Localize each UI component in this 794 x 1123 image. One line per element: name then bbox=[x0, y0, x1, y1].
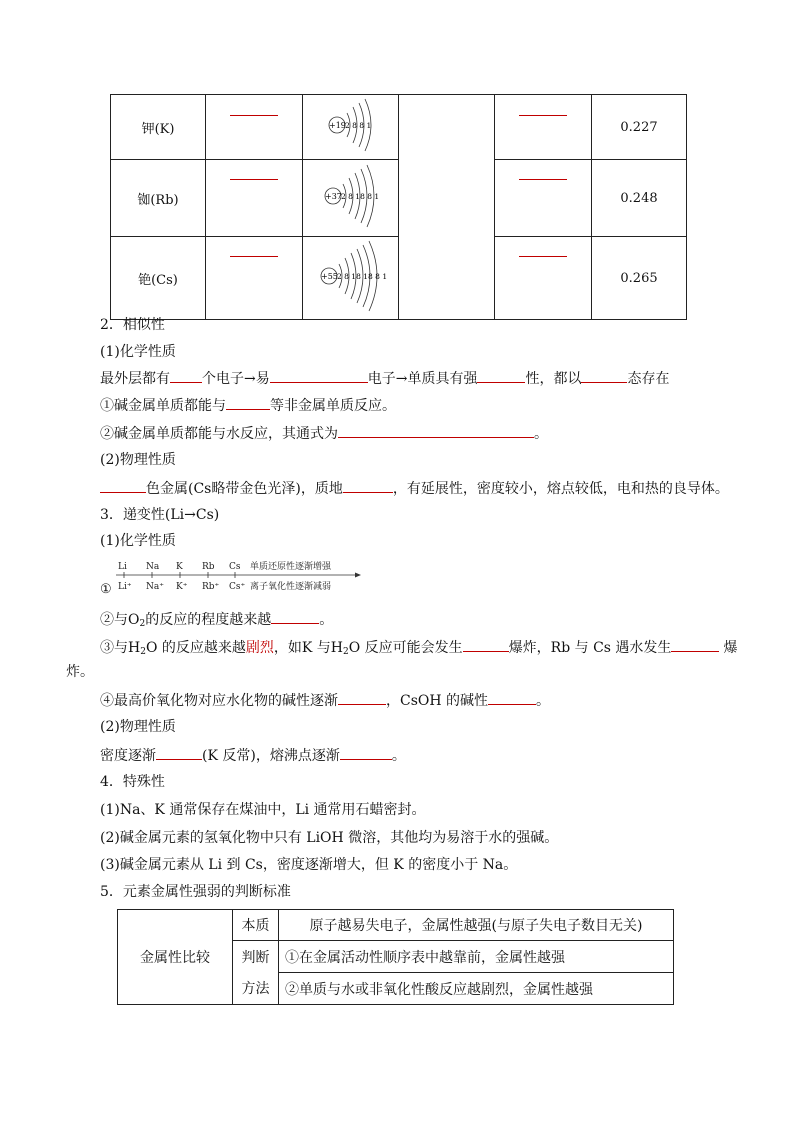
section2-chem-line bbox=[100, 368, 669, 389]
section3-item2 bbox=[100, 609, 333, 634]
blank bbox=[170, 368, 202, 383]
reducing-trend: 单质还原性逐渐增强 bbox=[250, 562, 332, 572]
text: 的反应的程度越来越 bbox=[145, 612, 272, 628]
metallicity-table bbox=[117, 909, 674, 1005]
nucleus-rb: +37 bbox=[325, 192, 342, 201]
section2-item1 bbox=[100, 395, 396, 416]
method-2: ②单质与水或非氧化性酸反应越剧烈，金属性越强 bbox=[279, 973, 674, 1005]
blank bbox=[488, 690, 536, 705]
section3-item3 bbox=[100, 637, 737, 662]
circle-number: ① bbox=[100, 582, 112, 597]
section4-heading: 4．特殊性 bbox=[100, 774, 165, 790]
highlight-text: 剧烈 bbox=[245, 640, 274, 656]
text: 最外层都有 bbox=[100, 371, 170, 387]
text: 色金属(Cs略带金色光泽)，质地 bbox=[146, 481, 343, 497]
blank bbox=[100, 478, 146, 493]
text: ②与O bbox=[100, 612, 140, 628]
nucleus-cs: +55 bbox=[321, 272, 338, 281]
blank bbox=[156, 745, 202, 760]
text: ，有延展性，密度较小，熔点较低，电和热的良导体。 bbox=[392, 481, 729, 497]
blank bbox=[581, 368, 627, 383]
blank bbox=[338, 690, 386, 705]
essence-text: 原子越易失电子，金属性越强(与原子失电子数目无关) bbox=[279, 910, 674, 941]
shells-k: 2 8 8 1 bbox=[345, 121, 372, 130]
elements-table bbox=[110, 94, 687, 320]
blank-cell bbox=[495, 160, 592, 237]
blank-cell bbox=[495, 95, 592, 160]
oxidizing-trend: 离子氧化性逐渐减弱 bbox=[250, 582, 332, 592]
blank bbox=[340, 745, 392, 760]
symbol-rb: Rb bbox=[202, 562, 215, 572]
blank-cell bbox=[206, 237, 303, 320]
text: 。 bbox=[391, 748, 406, 764]
blank bbox=[226, 395, 270, 410]
section3-phys-heading: (2)物理性质 bbox=[100, 719, 176, 735]
text: (K 反常)，熔沸点逐渐 bbox=[202, 748, 340, 764]
blank-cell bbox=[495, 237, 592, 320]
radius-k: 0.227 bbox=[592, 95, 687, 160]
ion-na: Na⁺ bbox=[146, 582, 164, 592]
atom-structure-rb bbox=[303, 160, 399, 237]
symbol-li: Li bbox=[118, 562, 127, 572]
merged-blank-cell bbox=[399, 95, 495, 320]
blank-cell bbox=[206, 160, 303, 237]
table-left-header: 金属性比较 bbox=[118, 910, 233, 1005]
shells-cs: 2 8 18 18 8 1 bbox=[337, 272, 388, 281]
text: 个电子→易 bbox=[202, 371, 270, 387]
section2-item2 bbox=[100, 423, 548, 444]
atom-structure-cs bbox=[303, 237, 399, 320]
section5-heading: 5．元素金属性强弱的判断标准 bbox=[100, 884, 291, 900]
symbol-cs: Cs bbox=[229, 562, 241, 572]
shells-rb: 2 8 18 8 1 bbox=[341, 192, 380, 201]
element-name-rb: 铷(Rb) bbox=[111, 160, 206, 237]
text: 密度逐渐 bbox=[100, 748, 156, 764]
blank bbox=[271, 609, 319, 624]
text: O 反应可能会发生 bbox=[348, 640, 463, 656]
text: ，CsOH 的碱性 bbox=[386, 693, 489, 709]
ion-k: K⁺ bbox=[176, 582, 188, 592]
section4-item3: (3)碱金属元素从 Li 到 Cs，密度逐渐增大，但 K 的密度小于 Na。 bbox=[100, 857, 518, 873]
section2-phys-heading: (2)物理性质 bbox=[100, 452, 176, 468]
text: ②碱金属单质都能与水反应，其通式为 bbox=[100, 426, 338, 442]
text: 。 bbox=[534, 426, 548, 442]
section2-heading: 2．相似性 bbox=[100, 317, 165, 333]
radius-cs: 0.265 bbox=[592, 237, 687, 320]
text: ①碱金属单质都能与 bbox=[100, 398, 226, 414]
blank bbox=[477, 368, 525, 383]
text: 爆炸，Rb 与 Cs 遇水发生 bbox=[508, 640, 672, 656]
element-name-k: 钾(K) bbox=[111, 95, 206, 160]
element-name-cs: 铯(Cs) bbox=[111, 237, 206, 320]
ion-li: Li⁺ bbox=[118, 582, 132, 592]
blank bbox=[343, 478, 393, 493]
text: 性，都以 bbox=[525, 371, 582, 387]
section2-chem-heading: (1)化学性质 bbox=[100, 344, 176, 360]
method-1: ①在金属活动性顺序表中越靠前，金属性越强 bbox=[279, 941, 674, 973]
section4-item1: (1)Na、K 通常保存在煤油中，Li 通常用石蜡密封。 bbox=[100, 802, 426, 818]
text: 。 bbox=[319, 612, 334, 628]
radius-rb: 0.248 bbox=[592, 160, 687, 237]
nucleus-k: +19 bbox=[329, 121, 346, 130]
text: 态存在 bbox=[627, 371, 670, 387]
blank bbox=[671, 637, 719, 652]
symbol-na: Na bbox=[146, 562, 160, 572]
section3-heading: 3．递变性(Li→Cs) bbox=[100, 507, 220, 523]
label-essence: 本质 bbox=[233, 910, 279, 941]
blank-cell bbox=[206, 95, 303, 160]
blank bbox=[463, 637, 509, 652]
reactivity-diagram bbox=[100, 558, 370, 598]
label-judge: 判断 bbox=[233, 941, 279, 973]
section3-chem-heading: (1)化学性质 bbox=[100, 533, 176, 549]
subscript: 2 bbox=[139, 619, 146, 629]
atom-structure-k bbox=[303, 95, 399, 160]
blank bbox=[338, 423, 534, 438]
section3-item4 bbox=[100, 690, 550, 711]
text: 。 bbox=[536, 693, 551, 709]
subscript: 2 bbox=[140, 647, 146, 657]
text: ③与H bbox=[100, 640, 141, 656]
text: ④最高价氧化物对应水化物的碱性逐渐 bbox=[100, 693, 338, 709]
text: 爆 bbox=[723, 640, 738, 656]
section3-item3-cont: 炸。 bbox=[66, 664, 94, 680]
section4-item2: (2)碱金属元素的氢氧化物中只有 LiOH 微溶，其他均为易溶于水的强碱。 bbox=[100, 830, 559, 846]
blank bbox=[270, 368, 368, 383]
subscript: 2 bbox=[343, 647, 349, 657]
text: O 的反应越来越 bbox=[145, 640, 246, 656]
section3-phys-line bbox=[100, 745, 406, 766]
label-method: 方法 bbox=[233, 973, 279, 1005]
text: 等非金属单质反应。 bbox=[270, 398, 396, 414]
text: 电子→单质具有强 bbox=[367, 371, 478, 387]
text: ，如K 与H bbox=[273, 640, 344, 656]
section2-phys-line bbox=[100, 478, 729, 499]
symbol-k: K bbox=[176, 562, 183, 572]
ion-cs: Cs⁺ bbox=[229, 582, 246, 592]
ion-rb: Rb⁺ bbox=[202, 582, 220, 592]
